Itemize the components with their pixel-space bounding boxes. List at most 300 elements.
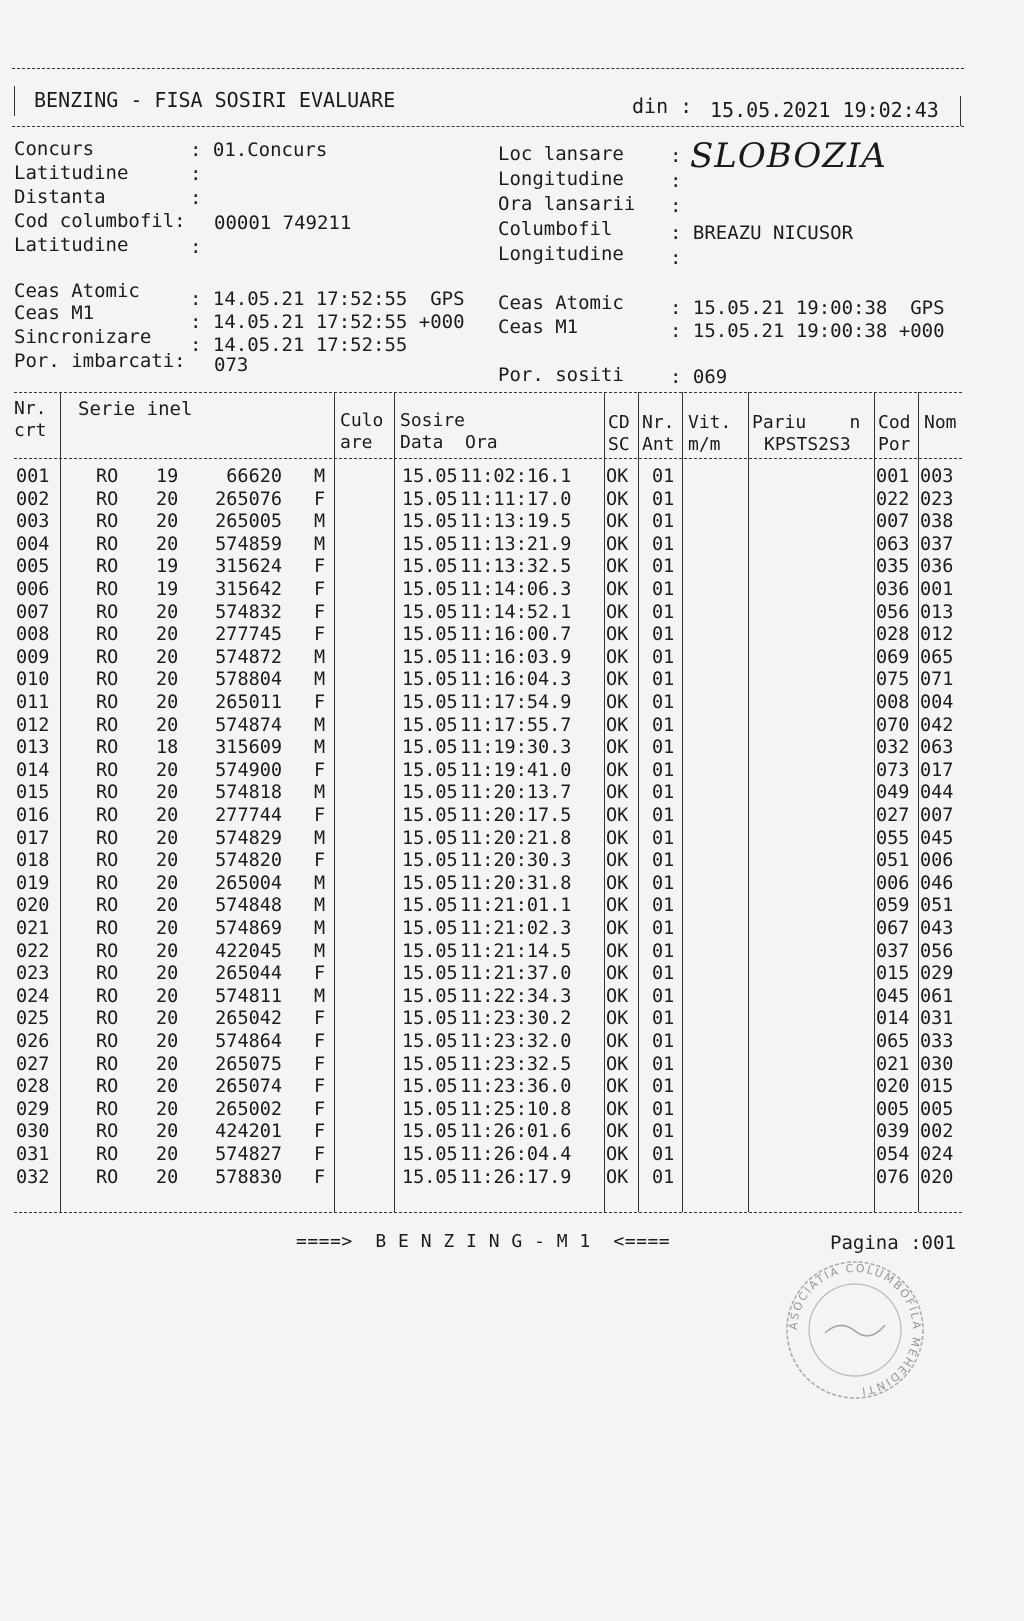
row-time: 11:21:14.5 (460, 940, 572, 962)
row-nom: 031 (920, 1008, 954, 1030)
row-country: RO (96, 782, 119, 804)
longitudine2-label: Longitudine (498, 243, 624, 265)
row-sex: M (314, 895, 326, 917)
header-left-bar (14, 86, 15, 116)
longitudine2-value: : (670, 247, 682, 269)
row-ring: 265004 (215, 872, 282, 894)
row-nr: 001 (16, 466, 50, 487)
row-sex: M (314, 827, 326, 849)
row-date: 15.05 (402, 624, 458, 646)
row-ring: 574811 (215, 985, 282, 1007)
row-year: 20 (156, 646, 179, 668)
ceas-m1-left-label: Ceas M1 (14, 302, 95, 324)
row-country: RO (96, 759, 119, 781)
row-sex: M (314, 466, 326, 487)
row-nom: 017 (920, 759, 954, 781)
row-cd: OK (606, 1166, 629, 1188)
row-cod-por: 020 (876, 1076, 910, 1098)
col-culoare-2: are (340, 432, 373, 453)
row-year: 20 (156, 895, 179, 917)
table-row (0, 1099, 1024, 1121)
table-row (0, 715, 1024, 737)
row-ring: 315609 (215, 737, 282, 759)
row-sex: F (314, 579, 326, 600)
row-country: RO (96, 918, 119, 939)
row-country: RO (96, 805, 119, 826)
row-ant: 01 (652, 918, 675, 939)
row-nr: 022 (16, 940, 50, 962)
row-cd: OK (606, 985, 629, 1007)
row-cod-por: 021 (876, 1053, 910, 1075)
row-year: 19 (156, 466, 179, 487)
row-country: RO (96, 556, 119, 578)
row-cd: OK (606, 1144, 629, 1165)
row-ring: 574818 (215, 782, 282, 804)
row-country: RO (96, 579, 119, 600)
row-country: RO (96, 511, 119, 533)
row-cd: OK (606, 850, 629, 872)
ceas-m1-right-value: : 15.05.21 19:00:38 +000 (670, 320, 945, 342)
row-ant: 01 (652, 1144, 675, 1165)
row-nr: 025 (16, 1008, 50, 1030)
row-time: 11:14:52.1 (460, 601, 572, 623)
latitudine2-label: Latitudine (14, 234, 129, 256)
row-sex: F (314, 759, 326, 781)
row-cd: OK (606, 669, 629, 691)
row-time: 11:17:54.9 (460, 692, 572, 713)
row-nom: 036 (920, 556, 954, 578)
row-time: 11:20:13.7 (460, 782, 572, 804)
row-nr: 015 (16, 782, 50, 804)
row-date: 15.05 (402, 940, 458, 962)
row-time: 11:22:34.3 (460, 985, 572, 1007)
row-country: RO (96, 669, 119, 691)
row-ant: 01 (652, 963, 675, 985)
header-right-bar (960, 96, 961, 126)
row-sex: F (314, 1008, 326, 1030)
row-nr: 002 (16, 488, 50, 510)
row-cod-por: 045 (876, 985, 910, 1007)
ceas-m1-left-value: : 14.05.21 17:52:55 +000 (190, 311, 465, 333)
row-ant: 01 (652, 1166, 675, 1188)
col-culoare-1: Culo (340, 410, 384, 431)
row-year: 18 (156, 737, 179, 759)
row-date: 15.05 (402, 872, 458, 894)
row-year: 20 (156, 511, 179, 533)
footer-page-number: Pagina :001 (830, 1232, 956, 1254)
row-time: 11:20:21.8 (460, 827, 572, 849)
row-cod-por: 067 (876, 918, 910, 939)
row-nom: 012 (920, 624, 954, 646)
row-date: 15.05 (402, 737, 458, 759)
row-sex: F (314, 1076, 326, 1098)
table-bottom-border (14, 1212, 962, 1213)
row-nom: 004 (920, 692, 954, 713)
row-ant: 01 (652, 737, 675, 759)
col-nom: Nom (924, 412, 957, 433)
ceas-atomic-left-label: Ceas Atomic (14, 280, 140, 302)
row-date: 15.05 (402, 827, 458, 849)
row-country: RO (96, 1144, 119, 1165)
row-date: 15.05 (402, 850, 458, 872)
por-imbarcati-label: Por. imbarcati: (14, 350, 186, 372)
row-sex: F (314, 1053, 326, 1075)
concurs-value: : 01.Concurs (190, 139, 328, 161)
row-ring: 265002 (215, 1098, 282, 1120)
row-cod-por: 055 (876, 827, 910, 849)
row-date: 15.05 (402, 601, 458, 623)
row-cd: OK (606, 963, 629, 985)
row-ring: 265074 (215, 1076, 282, 1098)
row-time: 11:19:30.3 (460, 737, 572, 759)
row-nr: 017 (16, 827, 50, 849)
row-nom: 051 (920, 895, 954, 917)
row-ring: 574869 (215, 918, 282, 939)
table-row (0, 466, 1024, 488)
row-ring: 66620 (226, 466, 282, 487)
row-year: 20 (156, 1031, 179, 1052)
row-nr: 031 (16, 1144, 50, 1165)
row-nom: 063 (920, 737, 954, 759)
row-sex: M (314, 669, 326, 691)
table-row (0, 1144, 1024, 1166)
row-date: 15.05 (402, 511, 458, 533)
row-cd: OK (606, 827, 629, 849)
row-nom: 024 (920, 1144, 954, 1165)
row-ant: 01 (652, 759, 675, 781)
row-date: 15.05 (402, 1031, 458, 1052)
row-sex: M (314, 872, 326, 894)
table-row (0, 511, 1024, 533)
row-nom: 045 (920, 827, 954, 849)
row-ring: 265044 (215, 963, 282, 985)
col-nr-crt-1: Nr. (14, 398, 47, 419)
row-ring: 578804 (215, 669, 282, 691)
row-sex: F (314, 1144, 326, 1165)
row-ring: 574900 (215, 759, 282, 781)
row-nr: 023 (16, 963, 50, 985)
row-year: 20 (156, 488, 179, 510)
row-nr: 007 (16, 601, 50, 623)
row-time: 11:21:02.3 (460, 918, 572, 939)
table-row (0, 669, 1024, 691)
row-nr: 020 (16, 895, 50, 917)
row-nr: 019 (16, 872, 50, 894)
row-cod-por: 073 (876, 759, 910, 781)
row-nom: 061 (920, 985, 954, 1007)
row-cd: OK (606, 579, 629, 600)
row-ant: 01 (652, 601, 675, 623)
row-sex: F (314, 692, 326, 713)
por-imbarcati-value: 073 (214, 354, 249, 376)
row-country: RO (96, 940, 119, 962)
row-cd: OK (606, 692, 629, 713)
row-date: 15.05 (402, 466, 458, 487)
row-date: 15.05 (402, 895, 458, 917)
row-nom: 007 (920, 805, 954, 826)
row-ant: 01 (652, 466, 675, 487)
row-country: RO (96, 872, 119, 894)
row-date: 15.05 (402, 556, 458, 578)
row-cod-por: 037 (876, 940, 910, 962)
row-time: 11:14:06.3 (460, 579, 572, 600)
row-date: 15.05 (402, 1166, 458, 1188)
row-country: RO (96, 737, 119, 759)
row-ant: 01 (652, 1031, 675, 1052)
row-nom: 046 (920, 872, 954, 894)
svg-text:ASOCIATIA COLUMBOFILA MEHEDINT (787, 1262, 923, 1398)
row-time: 11:21:37.0 (460, 963, 572, 985)
report-date-value: 15.05.2021 19:02:43 (710, 98, 939, 122)
row-ant: 01 (652, 805, 675, 826)
col-vit-1: Vit. (688, 412, 732, 433)
row-sex: F (314, 805, 326, 826)
distanta-value: : (190, 187, 202, 209)
row-ring: 578830 (215, 1166, 282, 1188)
row-country: RO (96, 601, 119, 623)
row-nom: 029 (920, 963, 954, 985)
row-cd: OK (606, 940, 629, 962)
row-nom: 042 (920, 714, 954, 736)
loc-lansare-value: : (670, 145, 682, 167)
row-cod-por: 028 (876, 624, 910, 646)
row-cod-por: 065 (876, 1031, 910, 1052)
latitudine2-value: : (190, 236, 202, 258)
row-nr: 013 (16, 737, 50, 759)
row-date: 15.05 (402, 1008, 458, 1030)
row-year: 20 (156, 1008, 179, 1030)
row-sex: F (314, 963, 326, 985)
loc-lansare-label: Loc lansare (498, 143, 624, 165)
table-row (0, 692, 1024, 714)
row-ring: 574820 (215, 850, 282, 872)
report-title: BENZING - FISA SOSIRI EVALUARE (34, 88, 396, 112)
row-cod-por: 015 (876, 963, 910, 985)
row-cod-por: 075 (876, 669, 910, 691)
table-row (0, 1076, 1024, 1098)
row-date: 15.05 (402, 1053, 458, 1075)
row-time: 11:23:32.5 (460, 1053, 572, 1075)
ceas-m1-right-label: Ceas M1 (498, 316, 579, 338)
table-row (0, 805, 1024, 827)
row-nr: 027 (16, 1053, 50, 1075)
table-row (0, 534, 1024, 556)
row-sex: M (314, 918, 326, 939)
row-nom: 038 (920, 511, 954, 533)
row-cd: OK (606, 1076, 629, 1098)
row-country: RO (96, 1121, 119, 1143)
row-date: 15.05 (402, 533, 458, 555)
row-sex: M (314, 737, 326, 759)
table-row (0, 963, 1024, 985)
row-date: 15.05 (402, 782, 458, 804)
row-year: 19 (156, 556, 179, 578)
row-ring: 422045 (215, 940, 282, 962)
table-header-bottom-border (14, 458, 962, 459)
row-nr: 009 (16, 646, 50, 668)
row-time: 11:26:04.4 (460, 1144, 572, 1165)
table-row (0, 1121, 1024, 1143)
row-nom: 005 (920, 1098, 954, 1120)
row-cod-por: 069 (876, 646, 910, 668)
row-year: 20 (156, 714, 179, 736)
row-time: 11:16:03.9 (460, 646, 572, 668)
row-cd: OK (606, 805, 629, 826)
por-sositi-label: Por. sositi (498, 364, 624, 386)
row-country: RO (96, 1031, 119, 1052)
row-sex: F (314, 1166, 326, 1188)
row-cd: OK (606, 1008, 629, 1030)
row-nr: 024 (16, 985, 50, 1007)
col-sosire: Sosire (400, 410, 466, 431)
row-nom: 044 (920, 782, 954, 804)
row-country: RO (96, 985, 119, 1007)
row-cd: OK (606, 1121, 629, 1143)
row-year: 20 (156, 850, 179, 872)
row-cd: OK (606, 1053, 629, 1075)
row-cd: OK (606, 646, 629, 668)
row-ring: 574872 (215, 646, 282, 668)
col-pariu-1: Pariu n (752, 412, 861, 433)
table-row (0, 1054, 1024, 1076)
col-cod-por-2: Por (878, 434, 911, 455)
row-year: 20 (156, 1076, 179, 1098)
table-row (0, 873, 1024, 895)
row-time: 11:11:17.0 (460, 488, 572, 510)
row-nr: 021 (16, 918, 50, 939)
row-time: 11:20:31.8 (460, 872, 572, 894)
row-date: 15.05 (402, 1121, 458, 1143)
row-sex: F (314, 1098, 326, 1120)
row-ant: 01 (652, 1121, 675, 1143)
row-cd: OK (606, 601, 629, 623)
row-year: 20 (156, 1144, 179, 1165)
row-country: RO (96, 488, 119, 510)
row-time: 11:26:01.6 (460, 1121, 572, 1143)
row-cd: OK (606, 872, 629, 894)
row-ring: 424201 (215, 1121, 282, 1143)
col-data-ora: Data Ora (400, 432, 498, 453)
cod-columbofil-label: Cod columbofil: (14, 210, 186, 232)
row-cd: OK (606, 488, 629, 510)
row-ant: 01 (652, 827, 675, 849)
col-nr-ant-2: Ant (642, 434, 675, 455)
col-vit-2: m/m (688, 434, 721, 455)
row-date: 15.05 (402, 488, 458, 510)
row-date: 15.05 (402, 692, 458, 713)
distanta-label: Distanta (14, 186, 106, 208)
row-nr: 018 (16, 850, 50, 872)
row-country: RO (96, 850, 119, 872)
row-country: RO (96, 963, 119, 985)
longitudine1-value: : (670, 170, 682, 192)
row-nom: 013 (920, 601, 954, 623)
row-cod-por: 005 (876, 1098, 910, 1120)
stamp-seal-icon (780, 1255, 930, 1405)
row-sex: F (314, 556, 326, 578)
row-ring: 574864 (215, 1031, 282, 1052)
row-cod-por: 035 (876, 556, 910, 578)
row-date: 15.05 (402, 669, 458, 691)
row-ring: 265042 (215, 1008, 282, 1030)
table-row (0, 1167, 1024, 1189)
row-cd: OK (606, 918, 629, 939)
row-time: 11:13:32.5 (460, 556, 572, 578)
latitudine1-value: : (190, 163, 202, 185)
row-time: 11:13:19.5 (460, 511, 572, 533)
row-cd: OK (606, 782, 629, 804)
row-sex: M (314, 782, 326, 804)
row-time: 11:19:41.0 (460, 759, 572, 781)
row-cod-por: 049 (876, 782, 910, 804)
row-time: 11:26:17.9 (460, 1166, 572, 1188)
sincronizare-label: Sincronizare (14, 326, 152, 348)
row-cd: OK (606, 895, 629, 917)
row-cd: OK (606, 511, 629, 533)
row-ring: 574827 (215, 1144, 282, 1165)
row-year: 20 (156, 759, 179, 781)
row-nom: 015 (920, 1076, 954, 1098)
row-date: 15.05 (402, 805, 458, 826)
top-border (12, 68, 964, 69)
row-nom: 003 (920, 466, 954, 487)
row-cod-por: 007 (876, 511, 910, 533)
row-country: RO (96, 1166, 119, 1188)
row-cod-por: 036 (876, 579, 910, 600)
table-row (0, 647, 1024, 669)
row-ant: 01 (652, 850, 675, 872)
loc-lansare-handwritten: SLOBOZIA (690, 136, 887, 176)
row-date: 15.05 (402, 646, 458, 668)
row-nr: 014 (16, 759, 50, 781)
row-nom: 037 (920, 533, 954, 555)
row-nr: 028 (16, 1076, 50, 1098)
row-ant: 01 (652, 511, 675, 533)
row-year: 20 (156, 669, 179, 691)
col-nr-ant-1: Nr. (642, 412, 675, 433)
row-sex: F (314, 624, 326, 646)
row-ant: 01 (652, 669, 675, 691)
row-ring: 265076 (215, 488, 282, 510)
row-nr: 016 (16, 805, 50, 826)
row-sex: F (314, 850, 326, 872)
ceas-atomic-left-value: : 14.05.21 17:52:55 GPS (190, 288, 465, 310)
row-nr: 012 (16, 714, 50, 736)
row-nom: 043 (920, 918, 954, 939)
row-cod-por: 032 (876, 737, 910, 759)
row-ant: 01 (652, 714, 675, 736)
row-ant: 01 (652, 1076, 675, 1098)
stamp-text: ASOCIATIA COLUMBOFILA MEHEDINTI (786, 1261, 924, 1398)
row-ant: 01 (652, 1008, 675, 1030)
row-ring: 277744 (215, 805, 282, 826)
concurs-label: Concurs (14, 138, 95, 160)
col-cd-1: CD (608, 412, 630, 433)
row-cd: OK (606, 737, 629, 759)
row-cd: OK (606, 1098, 629, 1120)
row-ant: 01 (652, 533, 675, 555)
row-nom: 020 (920, 1166, 954, 1188)
row-date: 15.05 (402, 918, 458, 939)
table-row (0, 624, 1024, 646)
columbofil-value: : BREAZU NICUSOR (670, 222, 854, 244)
row-year: 20 (156, 1166, 179, 1188)
row-nr: 011 (16, 692, 50, 713)
row-sex: M (314, 714, 326, 736)
row-nr: 006 (16, 579, 50, 600)
row-ring: 265075 (215, 1053, 282, 1075)
row-date: 15.05 (402, 985, 458, 1007)
